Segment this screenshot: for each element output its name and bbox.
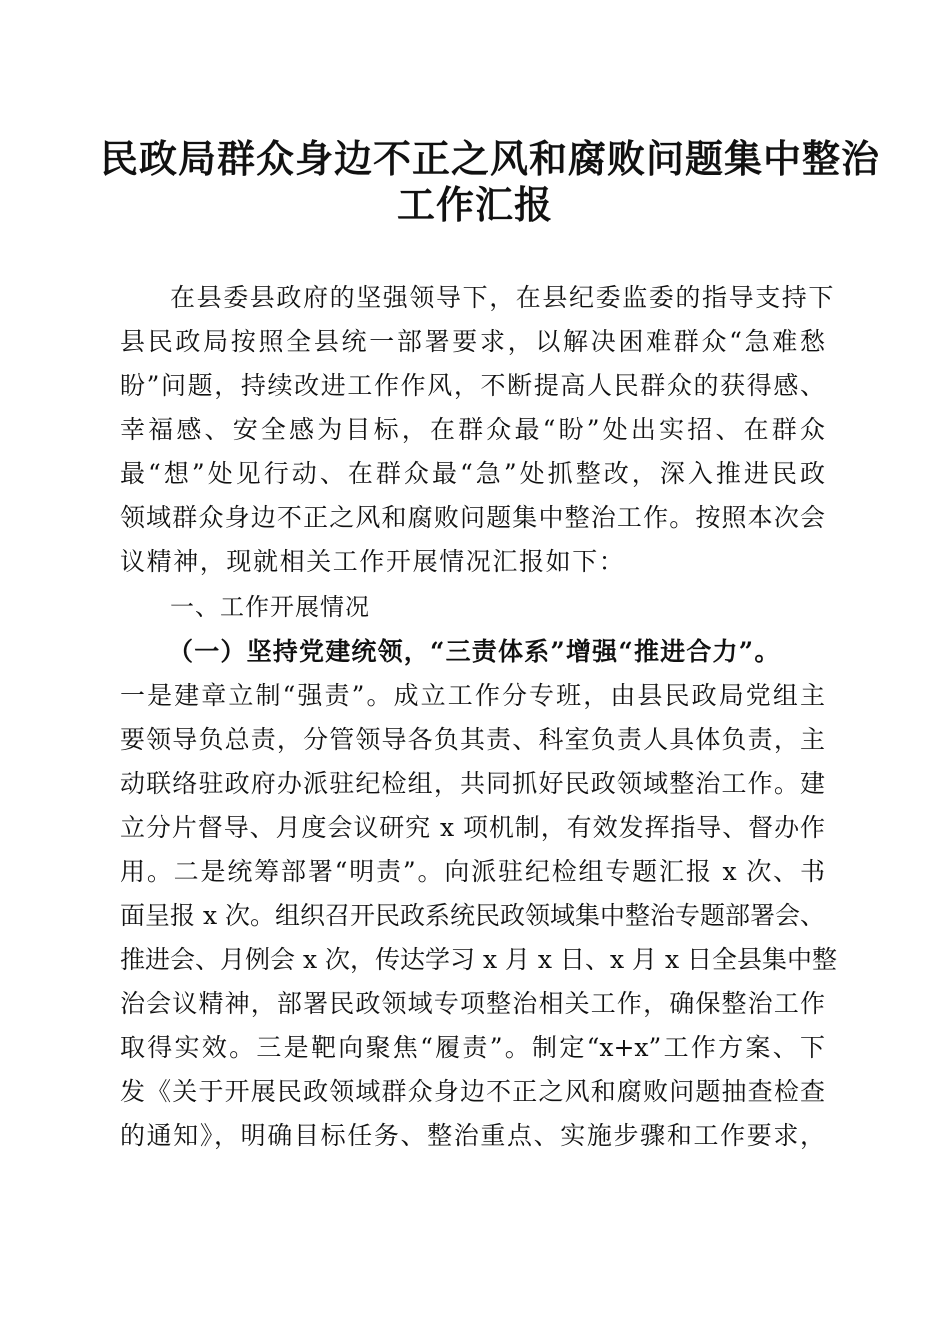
paragraph-line: 立分片督导、月度会议研究 x 项机制，有效发挥指导、督办作	[120, 813, 825, 842]
paragraph-line: 治会议精神，部署民政领域专项整治相关工作，确保整治工作	[120, 989, 825, 1018]
document-title-line-2: 工作汇报	[396, 182, 553, 227]
paragraph-line: 在县委县政府的坚强领导下，在县纪委监委的指导支持下	[170, 283, 836, 312]
paragraph-line: 议精神，现就相关工作开展情况汇报如下：	[120, 547, 626, 576]
paragraph-line: 领域群众身边不正之风和腐败问题集中整治工作。按照本次会	[120, 503, 825, 532]
paragraph-line: 推进会、月例会 x 次，传达学习 x 月 x 日、x 月 x 日全县集中整	[120, 945, 838, 974]
paragraph-line: 一是建章立制“强责”。成立工作分专班，由县民政局党组主	[120, 681, 825, 710]
paragraph-line: 幸福感、安全感为目标，在群众最“盼”处出实招、在群众	[120, 415, 825, 444]
document-title-line-1: 民政局群众身边不正之风和腐败问题集中整治	[100, 136, 881, 181]
paragraph-line: 要领导负总责，分管领导各负其责、科室负责人具体负责，主	[120, 725, 825, 754]
paragraph-line: 动联络驻政府办派驻纪检组，共同抓好民政领域整治工作。建	[120, 769, 825, 798]
paragraph-line: 县民政局按照全县统一部署要求，以解决困难群众“急难愁	[120, 327, 825, 356]
paragraph-line: 的通知》，明确目标任务、整治重点、实施步骤和工作要求，	[120, 1121, 825, 1150]
paragraph-line: 发《关于开展民政领域群众身边不正之风和腐败问题抽查检查	[120, 1077, 825, 1106]
paragraph-line: 取得实效。三是靶向聚焦“履责”。制定“x+x”工作方案、下	[120, 1033, 825, 1062]
paragraph-line: 盼”问题，持续改进工作作风，不断提高人民群众的获得感、	[120, 371, 825, 400]
paragraph-line: 用。二是统筹部署“明责”。向派驻纪检组专题汇报 x 次、书	[120, 857, 825, 886]
paragraph-line: 最“想”处见行动、在群众最“急”处抓整改，深入推进民政	[120, 459, 825, 488]
paragraph-line: 面呈报 x 次。组织召开民政系统民政领域集中整治专题部署会、	[120, 901, 825, 930]
section-heading: 一、工作开展情况	[170, 593, 370, 621]
subsection-heading: （一）坚持党建统领，“三责体系”增强“推进合力”。	[168, 637, 781, 666]
